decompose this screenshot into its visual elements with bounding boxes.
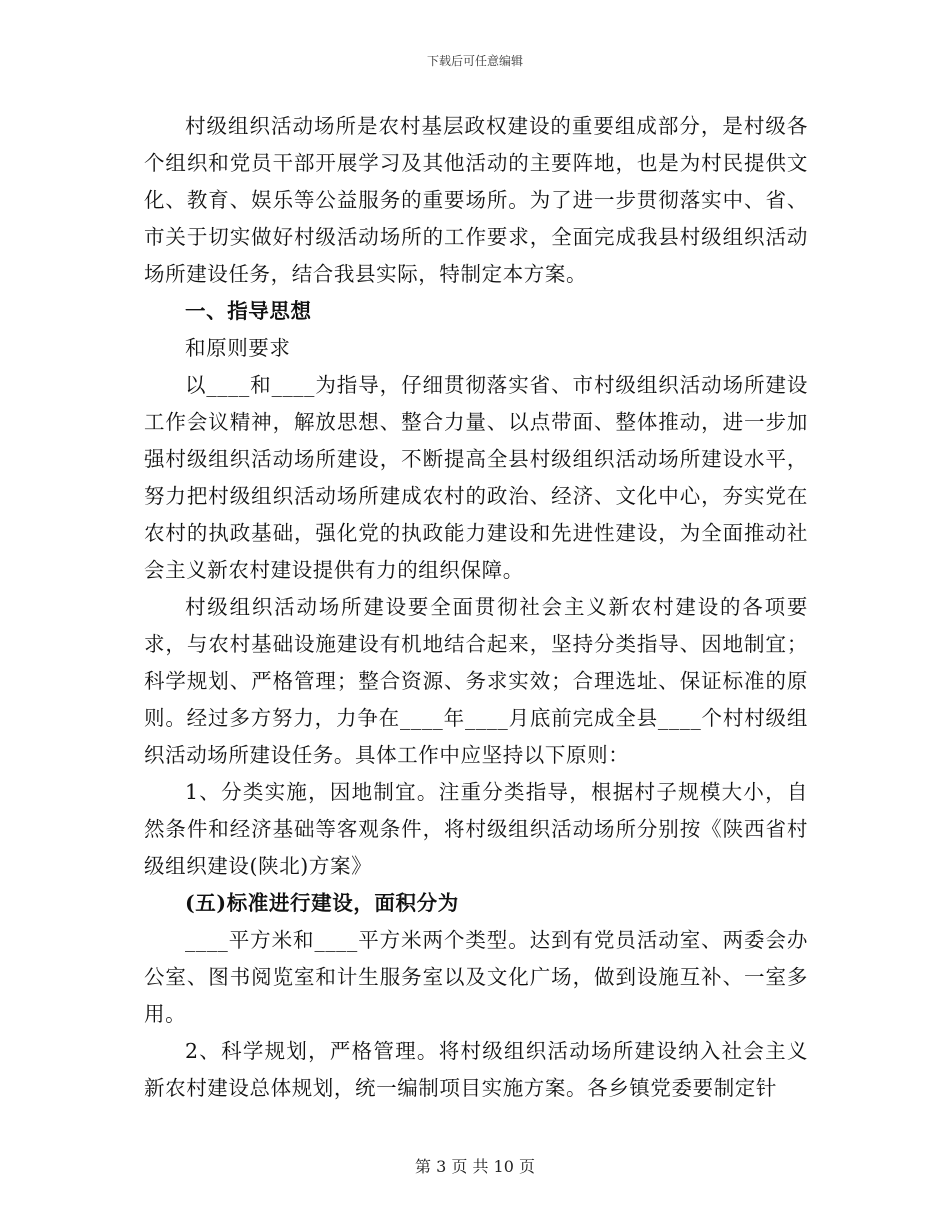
paragraph-principles-title: 和原则要求	[185, 336, 291, 360]
paragraph-area-types: ____平方米和____平方米两个类型。达到有党员活动室、两委会办公室、图书阅览室和计生服务室以及文化广场，做到设施互补、一室多用。	[144, 928, 808, 1026]
section-heading-guiding-thought: 一、指导思想	[185, 299, 312, 323]
paragraph-guidance: 以____和____为指导，仔细贯彻落实省、市村级组织活动场所建设工作会议精神，解放思想、整合力量、以点带面、整体推动，进一步加强村级组织活动场所建设，不断提高全县村级组织活动场所建设水平，努力把村级组织活动场所建成农村的政治、经济、文化中心，夯实党在农村的执政基础，强化党的执政能力建设和先进性建设，为全面推动社会主义新农村建设提供有力的组织保障。	[144, 373, 808, 582]
paragraph-intro: 村级组织活动场所是农村基层政权建设的重要组成部分，是村级各个组织和党员干部开展学习及其他活动的主要阵地，也是为村民提供文化、教育、娱乐等公益服务的重要场所。为了进一步贯彻落实中、省、市关于切实做好村级活动场所的工作要求，全面完成我县村级组织活动场所建设任务，结合我县实际，特制定本方案。	[144, 114, 808, 286]
paragraph-principle-2: 2、科学规划，严格管理。将村级组织活动场所建设纳入社会主义新农村建设总体规划，统一编制项目实施方案。各乡镇党委要制定针	[144, 1039, 808, 1100]
page-footer: 第 3 页 共 10 页	[415, 1157, 535, 1176]
paragraph-requirements: 村级组织活动场所建设要全面贯彻社会主义新农村建设的各项要求，与农村基础设施建设有机地结合起来，坚持分类指导、因地制宜；科学规划、严格管理；整合资源、务求实效；合理选址、保证标准的原则。经过多方努力，力争在____年____月底前完成全县____个村村级组织活动场所建设任务。具体工作中应坚持以下原则：	[144, 595, 808, 767]
page-header: 下载后可任意编辑	[426, 54, 523, 68]
document-body	[144, 108, 808, 1107]
paragraph-principle-1: 1、分类实施，因地制宜。注重分类指导，根据村子规模大小，自然条件和经济基础等客观条件，将村级组织活动场所分别按《陕西省村级组织建设(陕北)方案》	[144, 780, 808, 878]
section-heading-standards: (五)标准进行建设，面积分为	[185, 891, 459, 915]
